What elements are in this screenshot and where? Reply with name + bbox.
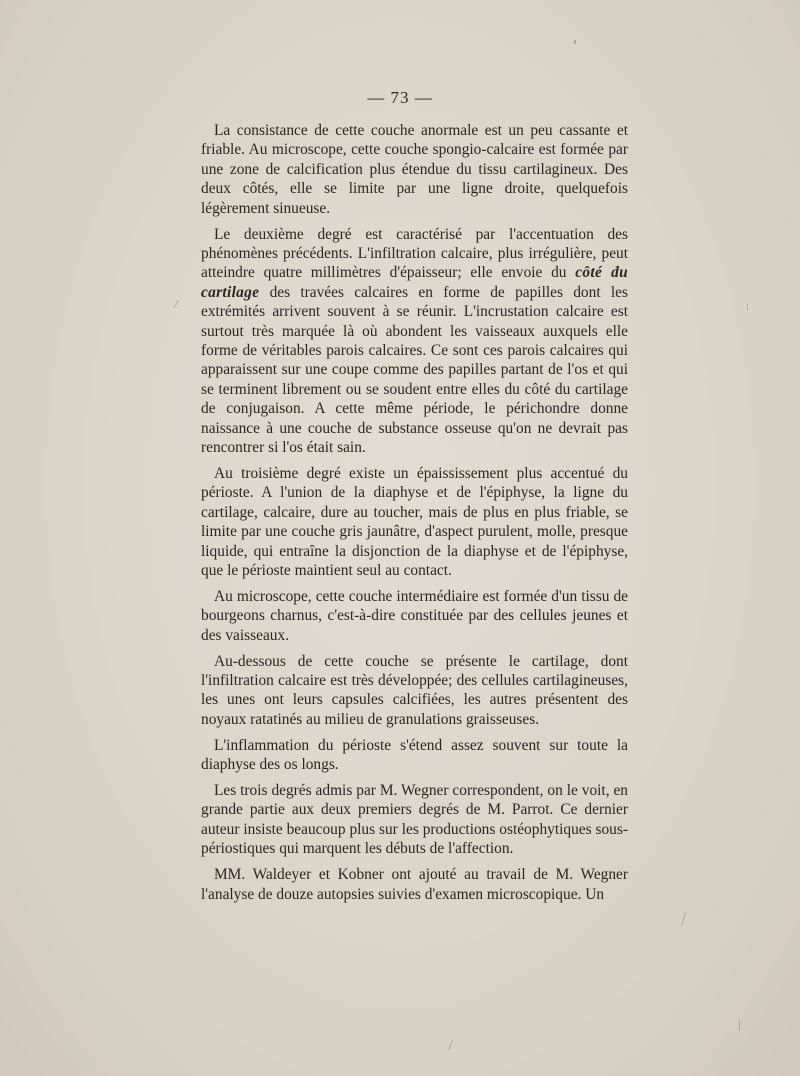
paper-speck [739,1020,740,1030]
paper-speck [681,912,686,926]
body-text [201,121,628,910]
paragraph [201,225,628,458]
paragraph-text: Le deuxième degré est caractérisé par l'accentuation des phénomènes précédents. L'infiltration calcaire, plus irrégulière, peut atteindre quatre millimètres d'épaisseur; elle envoie du [201,225,628,282]
emphasized-text: côté du cartilage [201,264,629,301]
paper-speck [174,300,179,307]
paragraph [201,652,628,730]
paragraph-text: Au microscope, cette couche intermédiaire est formée d'un tissu de bourgeons charnus, c'est-à-dire constituée par des cellules jeunes et des vaisseaux. [201,587,628,644]
paragraph [201,736,628,775]
paragraph-text: des travées calcaires en forme de papilles dont les extrémités arrivent souvent à se réunir. L'incrustation calcaire est surtout très marquée là où abondent les vaisseaux auxquels elle forme de véritables parois calcaires. Ce sont ces parois calcaires qui apparaissent sur une coupe comme des papilles partant de l'os et qui se terminent librement ou se soudent entre elles du côté du cartilage de conjugaison. A cette même période, le périchondre donne naissance à une couche de substance osseuse qu'on ne devrait pas rencontrer si l'os était sain. [201,283,628,456]
paper-speck [747,304,748,310]
paragraph-text: MM. Waldeyer et Kobner ont ajouté au travail de M. Wegner l'analyse de douze autopsies suivies d'examen microscopique. Un [201,866,628,903]
paragraph [201,865,628,904]
paragraph [201,121,628,218]
paragraph-text: Au-dessous de cette couche se présente le cartilage, dont l'infiltration calcaire est très développée; des cellules cartilagineuses, les unes ont leurs capsules calcifiées, les autres présentent des noyaux ratatinés au milieu de granulations graisseuses. [201,652,628,728]
page-number: — 73 — [367,88,433,107]
paragraph-text: Les trois degrés admis par M. Wegner correspondent, on le voit, en grande partie aux deux premiers degrés de M. Parrot. Ce dernier auteur insiste beaucoup plus sur les productions ostéophytiques sous-périostiques qui marquent les débuts de l'affection. [201,782,628,858]
paper-speck [448,1040,452,1050]
paragraph [201,587,628,645]
paragraph-text: La consistance de cette couche anormale est un peu cassante et friable. Au microscope, cette couche spongio-calcaire est formée par une zone de calcification plus étendue du tissu cartilagineux. Des deux côtés, elle se limite par une ligne droite, quelquefois légèrement sinueuse. [201,122,628,217]
paragraph [201,464,628,580]
paragraph [201,781,628,859]
paragraph-text: L'inflammation du périoste s'étend assez souvent sur toute la diaphyse des os longs. [201,736,628,774]
paragraph-text: Au troisième degré existe un épaississement plus accentué du périoste. A l'union de la diaphyse et de l'épiphyse, la ligne du cartilage, calcaire, dure au toucher, mais de plus en plus friable, se limite par une couche gris jaunâtre, d'aspect purulent, molle, presque liquide, qui entraîne la disjonction de la diaphyse et de l'épiphyse, que le périoste maintient seul au contact. [201,464,628,579]
paper-speck [574,40,576,44]
